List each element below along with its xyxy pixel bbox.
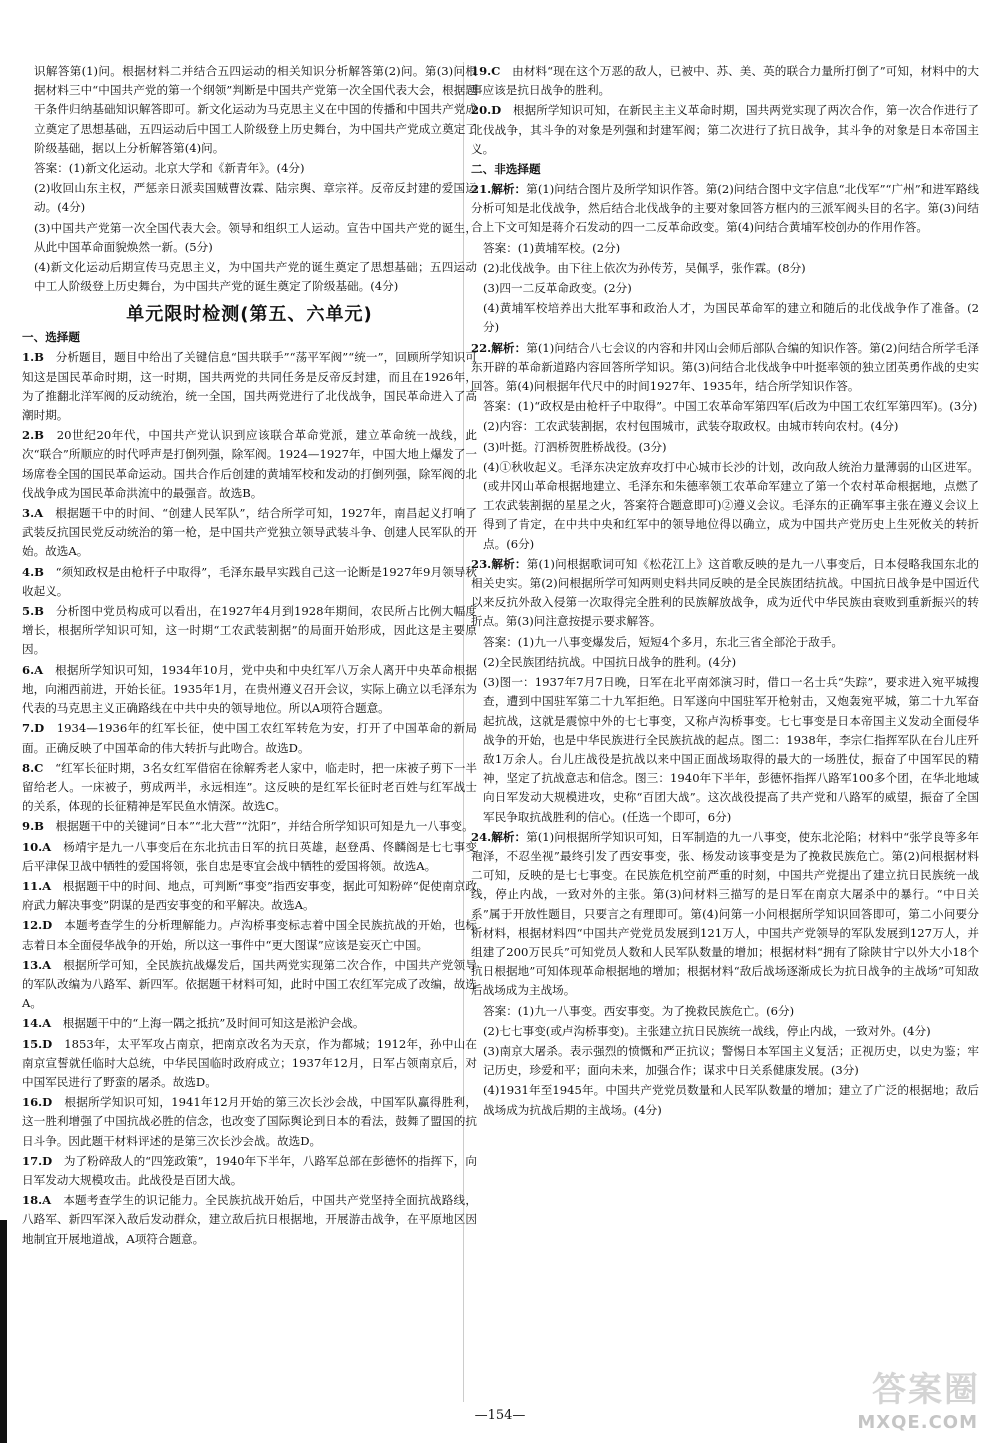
choice-answer-item [22, 719, 477, 757]
analysis-text: 第(1)问结合八七会议的内容和井冈山会师后部队合编的知识作答。第(2)问结合所学毛泽东开辟的革命新道路内容回答所学知识。第(3)问结合北伐战争中叶挺率领的独立团英勇作战的史实回答。第(4)问根据年代尺中的时间1927年、1935年，结合所学知识作答。 [471, 340, 979, 394]
choice-answer-item [22, 1035, 477, 1093]
answer-line: (2)全民族团结抗战。中国抗日战争的胜利。(4分) [483, 654, 737, 669]
section-heading-choice: 一、选择题 [22, 330, 80, 345]
item-explanation: “须知政权是由枪杆子中取得”，毛泽东最早实践自己这一论断是1927年9月领导秋收起义。 [22, 564, 477, 598]
question-number: 24. [471, 829, 492, 844]
choice-answer-item [22, 661, 477, 719]
intro-answer-3: (3)中国共产党第一次全国代表大会。领导和组织工人运动。宣告中国共产党的诞生，从此中国革命面貌焕然一新。(5分) [34, 220, 477, 254]
item-number: 15.D [22, 1036, 53, 1051]
item-explanation: 根据题干中的关键词“日本”“北大营”“沈阳”，并结合所学知识可知是九一八事变。 [55, 819, 474, 834]
item-number: 19.C [471, 64, 501, 78]
item-number: 10.A [22, 839, 52, 854]
item-explanation: 根据所学知识可知，1934年10月，党中央和中央红军八万余人离开中央革命根据地，向湘西前进，开始长征。1935年1月，在贵州遵义召开会议，实际上确立以毛泽东为代表的马克思主义正确路线在中共中央的领导地位。所以A项符合题意。 [22, 662, 477, 716]
item-number: 14.A [22, 1016, 52, 1031]
item-explanation: 根据所学知识可知，在新民主主义革命时期，国共两党实现了两次合作，第一次合作进行了北伐战争，其斗争的对象是列强和封建军阀；第二次进行了抗日战争，其斗争的对象是日本帝国主义。 [471, 103, 979, 156]
choice-answer-item [22, 838, 477, 876]
answer-line: 答案：(1)“政权是由枪杆子中取得”。中国工农革命军第四军(后改为中国工农红军第四军)。(3分) [483, 399, 978, 414]
item-explanation: 根据题干中的“上海一隅之抵抗”及时间可知这是淞沪会战。 [62, 1016, 365, 1031]
answer-line: 答案：(1)黄埔军校。(2分) [483, 240, 621, 255]
intro-answer-2: (2)收回山东主权，严惩亲日派卖国贼曹汝霖、陆宗舆、章宗祥。反帝反封建的爱国运动。(4分) [34, 181, 477, 215]
item-explanation: 1934—1936年的红军长征，使中国工农红军转危为安，打开了中国革命的新局面。正确反映了中国革命的伟大转折与此吻合。故选D。 [22, 721, 477, 755]
intro-answer-4: (4)新文化运动后期宣传马克思主义，为中国共产党的诞生奠定了思想基础；五四运动中工人阶级登上历史舞台，为中国共产党的诞生奠定了阶级基础。(4分) [34, 260, 477, 294]
choice-answer-item [22, 348, 477, 425]
analysis-text: 第(1)问结合图片及所学知识作答。第(2)问结合图中文字信息“北伐军”“广州”和进军路线分析可知是北伐战争，然后结合北伐战争的主要对象回答方框内的三派军阀头目的名字。第(3)问结合上下文可知是蒋介石发动的四一二反革命政变。第(4)问结合黄埔军校创办的作用作答。 [471, 182, 979, 235]
item-number: 6.A [22, 662, 44, 677]
item-number: 3.A [22, 506, 44, 521]
answer-line: 答案：(1)九一八事变爆发后，短短4个多月，东北三省全部沦于敌手。 [483, 634, 844, 649]
analysis-text: 第(1)问根据所学知识可知，日军制造的九一八事变，使东北沦陷；材料中“张学良等多年袍泽，不忍坐视”最终引发了西安事变，张、杨发动该事变是为了挽救民族危亡。第(2)问根据材料二可知，反映的是七七事变。在民族危机空前严重的时刻，中国共产党提出了建立抗日民族统一战线，停止内战，一致对外的主张。第(3)问材料三描写的是日军在南京大屠杀中的暴行。“中日关系”属于开放性题目，只要言之有理即可。第(4)问第一小问根据所学知识回答即可，第二小问要分析材料，根据材料四“中国共产党党员发展到121万人，中国共产党领导的军队发展到127万人，并组建了200万民兵”可知党员人数和人民军队数量的增加；根据材料“拥有了除陕甘宁以外大小18个抗日根据地”可知体现革命根据地的增加；根据材料“敌后战场逐渐成长为抗日战争的主战场”可知敌后战场成为主战场。 [471, 829, 979, 998]
item-explanation: 1853年，太平军攻占南京，把南京改名为天京，作为都城；1912年，孙中山在南京宣誓就任临时大总统，中华民国临时政府成立；1937年12月，日军占领南京后，对中国军民进行了野蛮的屠杀。故选D。 [22, 1036, 477, 1089]
analysis-label: 解析： [491, 829, 527, 844]
item-number: 17.D [22, 1153, 53, 1168]
item-number: 4.B [22, 564, 44, 579]
choice-answers-list [22, 348, 477, 1248]
question-number: 23. [471, 556, 492, 571]
watermark-logo [842, 1367, 992, 1437]
answer-line: (2)七七事变(或卢沟桥事变)。主张建立抗日民族统一战线，停止内战，一致对外。(4分) [483, 1023, 931, 1038]
choice-answer-item [471, 62, 979, 100]
analysis-label: 解析： [491, 340, 527, 355]
item-explanation: 根据所学可知，全民族抗战爆发后，国共两党实现第二次合作，中国共产党领导的军队改编为八路军、新四军。依据题干材料可知，此时中国工农红军完成了改编，故选A。 [22, 957, 477, 1011]
choice-answer-item [471, 101, 979, 159]
answer-line: (3)南京大屠杀。表示强烈的愤慨和严正抗议；警惕日本军国主义复活；正视历史，以史为鉴；牢记历史，珍爱和平；面向未来，加强合作；谋求中日关系健康发展。(3分) [483, 1043, 979, 1078]
item-number: 18.A [22, 1193, 52, 1208]
item-explanation: “红军长征时期，3名女红军借宿在徐解秀老人家中，临走时，把一床被子剪下一半留给老人。一床被子，剪成两半，永远相连”。这反映的是红军长征时老百姓与红军战士的关系，体现的长征精神是军民鱼水情深。故选C。 [22, 760, 477, 814]
choice-answer-item [22, 1191, 477, 1249]
watermark-chars: 答案圈 [872, 1370, 980, 1410]
item-number: 11.A [22, 878, 52, 893]
item-number: 12.D [22, 918, 53, 933]
item-explanation: 20世纪20年代，中国共产党认识到应该联合革命党派，建立革命统一战线，此次“联合”所顺应的时代呼声是打倒列强，除军阀。1924—1927年，中国大地上爆发了一场席卷全国的国民革命运动。国共合作后创建的黄埔军校和发动的打倒列强，除军阀的北伐战争成为国民革命洪流中的最强音。故选B。 [22, 428, 477, 500]
item-number: 7.D [22, 721, 45, 736]
answer-line: (3)图一：1937年7月7日晚，日军在北平南郊演习时，借口一名士兵“失踪”，要求进入宛平城搜查，遭到中国驻军第二十九军拒绝。日军遂向中国驻军开枪射击，又炮轰宛平城，第二十九军奋起抗战，这就是震惊中外的七七事变，又称卢沟桥事变。七七事变是日本帝国主义发动全面侵华战争的开始，也是中华民族进行全民族抗战的起点。图二：1938年，李宗仁指挥军队在台儿庄歼敌1万余人。台儿庄战役是抗战以来中国正面战场取得的最大的一场胜仗，振奋了中国军民的精神，坚定了抗战意志和信念。图三：1940年下半年，彭德怀指挥八路军100多个团，在华北地域向日军发动大规模进攻，史称“百团大战”。这次战役提高了共产党和八路军的威望，振奋了全国军民争取抗战胜利的信心。(任选一个即可，6分) [483, 675, 979, 824]
item-explanation: 分析图中党员构成可以看出，在1927年4月到1928年期间，农民所占比例大幅度增长，根据所学知识可知，这一时期“工农武装割据”的局面开始形成，因此这是主要原因。 [22, 604, 477, 657]
answer-line: (3)四一二反革命政变。(2分) [483, 281, 632, 296]
section-heading-nonchoice: 二、非选择题 [471, 162, 541, 177]
choice-answer-item [22, 916, 477, 954]
choice-answer-item [22, 563, 477, 601]
choice-answers-list-continued [471, 62, 979, 159]
choice-answer-item [22, 759, 477, 817]
question-number: 21. [471, 182, 492, 197]
item-explanation: 分析题目，题目中给出了关键信息“国共联手”“荡平军阀”“统一”，回顾所学知识可知这是国民革命时期，这一时期，国共两党的共同任务是反帝反封建，而且在1926年，为了推翻北洋军阀的反动统治，统一全国，国共两党进行了北伐战争，国民革命进入了高潮时期。 [22, 350, 477, 423]
answer-line: (2)内容：工农武装割据，农村包围城市，武装夺取政权。由城市转向农村。(4分) [483, 419, 899, 434]
choice-answer-item [22, 426, 477, 503]
question-23 [471, 555, 979, 827]
watermark-url: MXQE.COM [857, 1412, 978, 1433]
item-number: 8.C [22, 760, 44, 775]
question-24 [471, 828, 979, 1120]
item-explanation: 由材料“现在这个万恶的敌人，已被中、苏、美、英的联合力量所打倒了”可知，材料中的大事应该是抗日战争的胜利。 [471, 64, 979, 98]
question-number: 22. [471, 340, 492, 355]
intro-answer-1: 答案：(1)新文化运动。北京大学和《新青年》。(4分) [34, 161, 305, 176]
right-column [471, 62, 979, 1121]
item-number: 1.B [22, 350, 44, 365]
item-explanation: 根据题干中的时间、地点，可判断“事变”指西安事变，据此可知粉碎“促使南京政府武力解决事变”阴谋的是西安事变的和平解决。故选A。 [22, 878, 477, 913]
choice-answer-item [22, 817, 477, 836]
item-explanation: 为了粉碎敌人的“四笼政策”，1940年下半年，八路军总部在彭德怀的指挥下，向日军发动大规模攻击。此战役是百团大战。 [22, 1153, 477, 1187]
choice-answer-item [22, 504, 477, 562]
answer-line: 答案：(1)九一八事变。西安事变。为了挽救民族危亡。(6分) [483, 1003, 795, 1018]
item-explanation: 本题考查学生的识记能力。全民族抗战开始后，中国共产党坚持全面抗战路线，八路军、新四军深入敌后发动群众，建立敌后抗日根据地，开展游击战争，在平原地区因地制宜开展地道战，A项符合题意。 [22, 1193, 477, 1246]
item-explanation: 根据题干中的时间、“创建人民军队”，结合所学可知，1927年，南昌起义打响了武装反抗国民党反动统治的第一枪，是中国共产党独立领导武装斗争、创建人民军队的开始。故选A。 [22, 506, 477, 559]
choice-answer-item [22, 877, 477, 915]
answer-line: (2)北伐战争。由下往上依次为孙传芳，吴佩孚，张作霖。(8分) [483, 260, 806, 275]
analysis-label: 解析： [491, 182, 527, 197]
item-number: 5.B [22, 604, 44, 619]
choice-answer-item [22, 956, 477, 1014]
item-number: 2.B [22, 428, 44, 443]
choice-answer-item [22, 602, 477, 660]
question-22 [471, 339, 979, 554]
answer-line: (4)黄埔军校培养出大批军事和政治人才，为国民革命军的建立和随后的北伐战争作了准备。(2分) [483, 301, 979, 335]
answer-line: (3)叶挺。汀泗桥贺胜桥战役。(3分) [483, 439, 667, 454]
choice-answer-item [22, 1093, 477, 1151]
answer-line: (4)1931年至1945年。中国共产党党员数量和人民军队数量的增加；建立了广泛的根据地；敌后战场成为抗战后期的主战场。(4分) [483, 1083, 979, 1117]
item-explanation: 杨靖宇是九一八事变后在东北抗击日军的抗日英雄，赵登禹、佟麟阁是七七事变后平津保卫战中牺牲的爱国将领，张自忠是枣宜会战中牺牲的爱国将领。故选A。 [22, 839, 477, 873]
item-explanation: 根据所学知识可知，1941年12月开始的第三次长沙会战，中国军队赢得胜利，这一胜利增强了中国抗战必胜的信念，也改变了国际舆论到日本的看法，鼓舞了盟国的抗日斗争。因此题干材料评述的是第三次长沙会战。故选D。 [22, 1095, 477, 1148]
question-21 [471, 180, 979, 338]
unit-title: 单元限时检测(第五、六单元) [126, 304, 373, 326]
answer-line: (4)①秋收起义。毛泽东决定放弃攻打中心城市长沙的计划，改向敌人统治力量薄弱的山区进军。(或井冈山革命根据地建立、毛泽东和朱德率领工农革命军建立了第一个农村革命根据地，点燃了工农武装割据的星星之火，答案符合题意即可)②遵义会议。毛泽东的正确军事主张在遵义会议上得到了肯定，在中共中央和红军中的领导地位得以确立，成为中国共产党历史上生死攸关的转折点。(6分) [483, 459, 979, 551]
analysis-label: 解析： [491, 556, 527, 571]
left-column [22, 62, 477, 1250]
page-number: —154— [474, 1408, 526, 1423]
intro-paragraph: 识解答第(1)问。根据材料二并结合五四运动的相关知识分析解答第(2)问。第(3)问根据材料三中“中国共产党的第一个纲领”判断是中国共产党第一次全国代表大会，根据题干条件归纳基础知识解答即可。新文化运动为马克思主义在中国的传播和中国共产党成立奠定了思想基础，五四运动后中国工人阶级登上历史舞台，为中国共产党成立奠定了阶级基础，据以上分析解答第(4)问。 [34, 64, 477, 155]
item-explanation: 本题考查学生的分析理解能力。卢沟桥事变标志着中国全民族抗战的开始，也标志着日本全面侵华战争的开始，所以这一事件中“更大图谋”应该是妄灭亡中国。 [22, 918, 477, 952]
item-number: 9.B [22, 819, 44, 834]
item-number: 20.D [471, 103, 502, 118]
analysis-text: 第(1)问根据歌词可知《松花江上》这首歌反映的是九一八事变后，日本侵略我国东北的相关史实。第(2)问根据所学可知两则史料共同反映的是全民族团结抗战。中国抗日战争是中国近代以来反抗外敌入侵第一次取得完全胜利的民族解放战争，成为近代中华民族由衰败到重新振兴的转折点。第(3)问注意按提示要求解答。 [471, 556, 979, 629]
item-number: 16.D [22, 1095, 53, 1110]
choice-answer-item [22, 1014, 477, 1033]
choice-answer-item [22, 1152, 477, 1190]
item-number: 13.A [22, 957, 52, 972]
